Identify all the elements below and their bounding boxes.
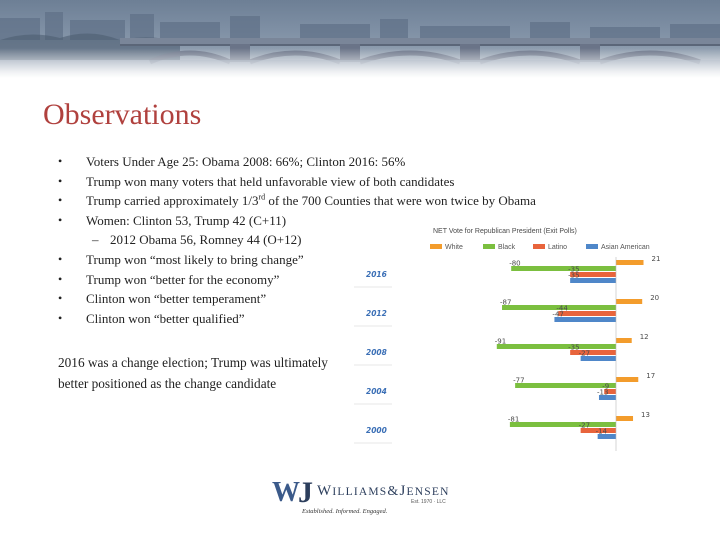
data-label: 21 bbox=[651, 255, 661, 263]
bullet-text: Voters Under Age 25: Obama 2008: 66%; Clinton 2016: 56% bbox=[86, 154, 406, 169]
bar-black-2000 bbox=[510, 422, 616, 427]
ordinal-superscript: rd bbox=[258, 192, 266, 202]
bar-black-2004 bbox=[515, 383, 616, 388]
bullet-text: Trump won “better for the economy” bbox=[86, 271, 280, 287]
bullet-text: Trump won many voters that held unfavorable view of both candidates bbox=[86, 173, 455, 189]
bullet-text: 2012 Obama 56, Romney 44 (O+12) bbox=[110, 232, 302, 248]
data-label: -27 bbox=[578, 349, 591, 358]
data-label: -35 bbox=[568, 265, 580, 274]
data-label: -13 bbox=[596, 388, 609, 397]
logo-mark-w: W bbox=[272, 477, 297, 508]
chart-title: NET Vote for Republican President (Exit Polls) bbox=[433, 228, 577, 235]
data-label: -35 bbox=[568, 343, 580, 352]
sub-bullet-dash: – bbox=[92, 232, 99, 248]
legend-swatch-latino bbox=[533, 244, 545, 249]
legend-swatch-asian-american bbox=[586, 244, 598, 249]
data-label: -91 bbox=[494, 337, 507, 346]
legend-label: Latino bbox=[548, 244, 568, 251]
legend-label: Asian American bbox=[601, 244, 650, 251]
bar-white-2004 bbox=[616, 377, 638, 382]
category-label-2000: 2000 bbox=[366, 426, 387, 435]
slide-title: Observations bbox=[43, 98, 202, 131]
legend-swatch-black bbox=[483, 244, 495, 249]
logo-mark-j: J bbox=[298, 476, 313, 509]
data-label: -81 bbox=[507, 415, 520, 424]
data-label: -9 bbox=[602, 382, 610, 391]
legend-label: White bbox=[445, 244, 463, 251]
bar-black-2008 bbox=[497, 344, 616, 349]
data-label: 13 bbox=[641, 411, 650, 419]
data-label: 20 bbox=[650, 294, 660, 302]
bullet-item bbox=[58, 172, 698, 192]
data-label: -87 bbox=[500, 298, 512, 307]
logo-tagline: Established. Informed. Engaged. bbox=[302, 508, 388, 515]
bullet-item bbox=[58, 152, 698, 172]
logo-wordmark: WILLIAMS&JENSEN bbox=[317, 483, 450, 499]
bar-white-2016 bbox=[616, 260, 644, 265]
category-label-2016: 2016 bbox=[366, 270, 387, 279]
legend-swatch-white bbox=[430, 244, 442, 249]
banner-fade bbox=[0, 48, 720, 78]
bullet-text: Clinton won “better temperament” bbox=[86, 291, 267, 307]
data-label: -47 bbox=[552, 310, 564, 319]
bullet-text: of the 700 Counties that were won twice by Obama bbox=[265, 193, 536, 209]
category-label-2008: 2008 bbox=[366, 348, 387, 357]
data-label: -44 bbox=[556, 304, 568, 313]
category-label-2004: 2004 bbox=[366, 387, 387, 396]
data-label: 12 bbox=[639, 333, 649, 341]
data-label: -80 bbox=[509, 259, 521, 268]
data-label: -77 bbox=[513, 376, 525, 385]
company-logo bbox=[270, 474, 450, 522]
category-label-2012: 2012 bbox=[366, 309, 387, 318]
logo-established: Est. 1970 · LLC bbox=[411, 499, 446, 505]
net-vote-chart bbox=[340, 219, 692, 455]
bullet-text: Women: Clinton 53, Trump 42 (C+11) bbox=[86, 212, 287, 228]
data-label: -35 bbox=[568, 271, 580, 280]
legend-label: Black bbox=[498, 244, 516, 251]
summary-paragraph: 2016 was a change election; Trump was ultimately better positioned as the change candidate bbox=[58, 355, 328, 391]
data-label: -14 bbox=[595, 427, 608, 436]
data-label: 17 bbox=[646, 372, 656, 380]
bullet-text: Trump won “most likely to bring change” bbox=[86, 251, 304, 267]
bullet-text: Clinton won “better qualified” bbox=[86, 310, 245, 326]
bullet-item bbox=[58, 191, 698, 211]
bar-black-2016 bbox=[511, 266, 616, 271]
bullet-text: Trump carried approximately 1/3 bbox=[86, 193, 259, 209]
bar-white-2000 bbox=[616, 416, 633, 421]
data-label: -27 bbox=[578, 421, 591, 430]
bar-white-2008 bbox=[616, 338, 632, 343]
header-banner bbox=[0, 0, 720, 78]
bar-white-2012 bbox=[616, 299, 642, 304]
